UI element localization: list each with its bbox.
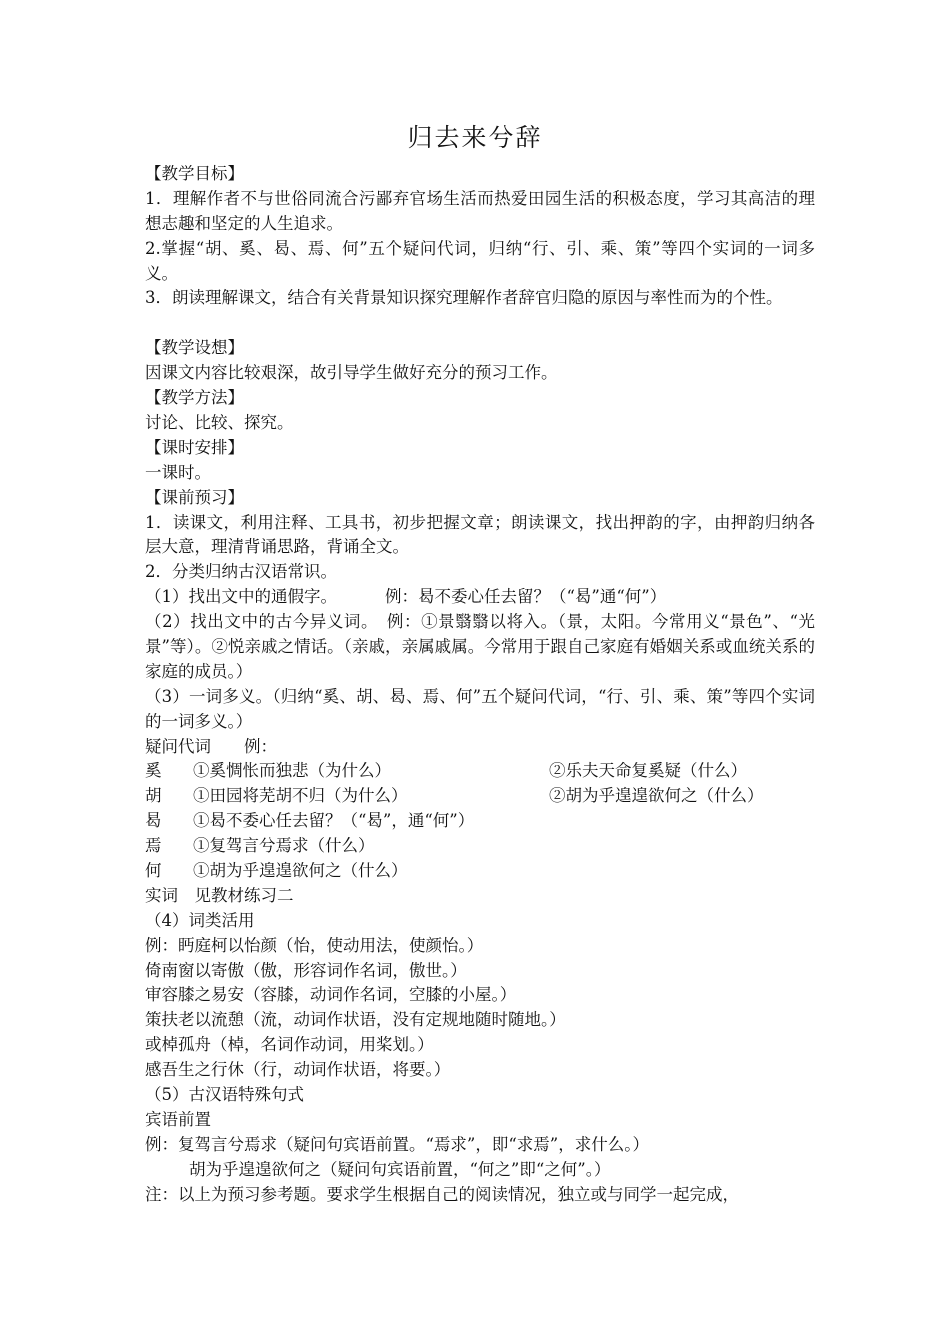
pronoun-word: 何 [145, 861, 162, 881]
sub-item-1 [145, 585, 815, 610]
note-line: 注：以上为预习参考题。要求学生根据自己的阅读情况，独立或与同学一起完成， [145, 1184, 739, 1204]
page-title: 归去来兮辞 [407, 123, 543, 152]
goal-3: 3．朗读理解课文，结合有关背景知识探究理解作者辞官归隐的原因与率性而为的个性。 [145, 288, 783, 308]
pronoun-row [145, 834, 815, 859]
section-heading-design: 【教学设想】 [145, 338, 244, 358]
pronoun-row [145, 859, 815, 884]
shici-line: 实词 见教材练习二 [145, 885, 294, 905]
usage-example: 例：眄庭柯以怡颜（怡，使动用法，使颜怡。） [145, 935, 484, 955]
pronoun-example-2: ②乐夫天命复奚疑（什么） [549, 761, 747, 781]
pronoun-example-1: ①奚惆怅而独悲（为什么） [193, 761, 391, 781]
section-heading-time: 【课时安排】 [145, 437, 244, 457]
pronoun-example-2: ②胡为乎遑遑欲何之（什么） [549, 786, 764, 806]
pronoun-word: 胡 [145, 786, 162, 806]
usage-example: 或棹孤舟（棹，名词作动词，用桨划。） [145, 1035, 434, 1055]
preview-item-1: 1．读课文，利用注释、工具书，初步把握文章；朗读课文，找出押韵的字，由押韵归纳各层大意，理清背诵思路，背诵全文。 [145, 512, 815, 557]
pronoun-example-1: ①曷不委心任去留？（“曷”，通“何”） [193, 811, 475, 831]
binyu-example-1: 例：复驾言兮焉求（疑问句宾语前置。“焉求”，即“求焉”，求什么。） [145, 1134, 649, 1154]
sub-item-2: （2）找出文中的古今异义词。 例：①景翳翳以将入。（景，太阳。今常用义“景色”、“光景”等）。②悦亲戚之情话。（亲戚，亲属戚属。今常用于跟自己家庭有婚姻关系或血统关系的家庭的成员。） [145, 612, 815, 681]
pronoun-row [145, 784, 815, 809]
usage-example: 倚南窗以寄傲（傲，形容词作名词，傲世。） [145, 960, 467, 980]
pronoun-word: 奚 [145, 761, 162, 781]
sub-item-3: （3）一词多义。（归纳“奚、胡、曷、焉、何”五个疑问代词，“行、引、乘、策”等四个实词的一词多义。） [145, 686, 815, 731]
section-heading-preview: 【课前预习】 [145, 487, 244, 507]
sub-item-4: （4）词类活用 [145, 910, 255, 930]
section-heading-method: 【教学方法】 [145, 388, 244, 408]
binyu-heading: 宾语前置 [145, 1109, 211, 1129]
document-body [145, 162, 815, 1208]
section-heading-goals: 【教学目标】 [145, 164, 244, 183]
pronoun-row [145, 809, 815, 834]
usage-example: 审容膝之易安（容膝，动词作名词，空膝的小屋。） [145, 985, 517, 1005]
pronoun-word: 焉 [145, 836, 162, 856]
pronoun-example-1: ①复驾言兮焉求（什么） [193, 836, 375, 856]
goal-2: 2.掌握“胡、奚、曷、焉、何”五个疑问代词，归纳“行、引、乘、策”等四个实词的一词多义。 [145, 238, 815, 283]
usage-example: 策扶老以流憩（流，动词作状语，没有定规地随时随地。） [145, 1010, 566, 1030]
sub-item-5: （5）古汉语特殊句式 [145, 1085, 304, 1105]
goal-1: 1．理解作者不与世俗同流合污鄙弃官场生活而热爱田园生活的积极态度，学习其高洁的理想志趣和坚定的人生追求。 [145, 188, 815, 233]
pronoun-row [145, 759, 815, 784]
usage-example: 感吾生之行休（行，动词作状语，将要。） [145, 1060, 451, 1080]
design-text: 因课文内容比较艰深，故引导学生做好充分的预习工作。 [145, 363, 558, 383]
sub-item-1-example: 例：曷不委心任去留？（“曷”通“何”） [385, 587, 667, 607]
time-text: 一课时。 [145, 462, 211, 482]
pronoun-word: 曷 [145, 811, 162, 831]
sub-item-1-label: （1）找出文中的通假字。 [145, 587, 337, 607]
binyu-example-2: 胡为乎遑遑欲何之（疑问句宾语前置，“何之”即“之何”。） [189, 1159, 611, 1179]
pronoun-heading: 疑问代词 例： [145, 736, 277, 756]
pronoun-example-1: ①胡为乎遑遑欲何之（什么） [193, 861, 408, 881]
pronoun-example-1: ①田园将芜胡不归（为什么） [193, 786, 408, 806]
method-text: 讨论、比较、探究。 [145, 412, 294, 432]
preview-item-2: 2．分类归纳古汉语常识。 [145, 562, 337, 582]
